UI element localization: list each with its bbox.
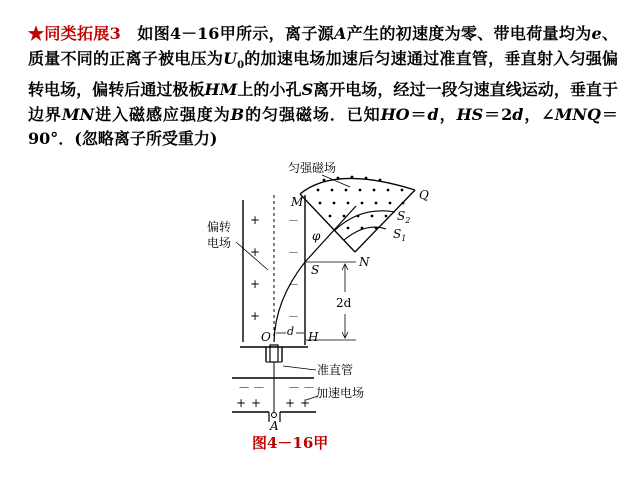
- label-M: M: [291, 195, 304, 209]
- label-S1: $S_1$: [393, 227, 407, 243]
- label-H: H: [308, 330, 319, 344]
- label-phi: φ: [312, 229, 321, 243]
- label-O: O: [261, 330, 271, 344]
- plus-sign: +: [300, 396, 311, 410]
- problem-text: ★同类拓展3 如图4－16甲所示，离子源A产生的初速度为零、带电荷量均为e、质量不同的正离子被电压为$U_0$的加速电场加速后匀速通过准直管，垂直射入匀强偏转电场，偏转后通过极板HM上的小孔S离开电场，经过一段匀速直线运动，垂直于边界MN进入磁感应强度为B的匀强磁场．已知HO＝d，HS＝2d，∠MNQ＝90°．(忽略离子所受重力): [28, 24, 618, 149]
- plus-sign: +: [236, 396, 247, 410]
- trajectory-arc-S1: [344, 227, 386, 240]
- field-arc-upper: [300, 178, 415, 194]
- problem-label: ★同类拓展3: [28, 24, 121, 43]
- minus-sign: －: [238, 381, 251, 395]
- plus-sign: +: [250, 245, 261, 259]
- minus-sign: －: [253, 381, 266, 395]
- plus-sign: +: [250, 309, 261, 323]
- minus-sign: －: [303, 381, 316, 395]
- accel-label: 加速电场: [316, 386, 365, 400]
- plus-sign: +: [250, 213, 261, 227]
- minus-sign: －: [288, 278, 299, 291]
- magnetic-label: 匀强磁场: [288, 161, 337, 175]
- deflect-label-2: 电场: [207, 236, 232, 250]
- minus-sign: －: [288, 381, 301, 395]
- label-2d: 2d: [336, 296, 352, 310]
- label-A: A: [270, 419, 279, 433]
- ion-source-A: [272, 413, 277, 418]
- plus-sign: +: [250, 277, 261, 291]
- minus-sign: －: [288, 246, 299, 259]
- label-Q: Q: [419, 188, 429, 202]
- label-N: N: [359, 255, 370, 269]
- minus-sign: －: [288, 214, 299, 227]
- tube-label: 准直管: [317, 363, 354, 377]
- label-S: S: [311, 263, 320, 277]
- minus-sign: －: [288, 310, 299, 323]
- deflect-label-1: 偏转: [207, 220, 232, 234]
- plus-sign: +: [251, 396, 262, 410]
- label-d: d: [287, 325, 295, 338]
- label-S2: $S_2$: [397, 209, 411, 225]
- figure-caption: 图4－16甲: [252, 434, 329, 452]
- tube-pointer: [283, 366, 316, 370]
- plus-sign: +: [285, 396, 296, 410]
